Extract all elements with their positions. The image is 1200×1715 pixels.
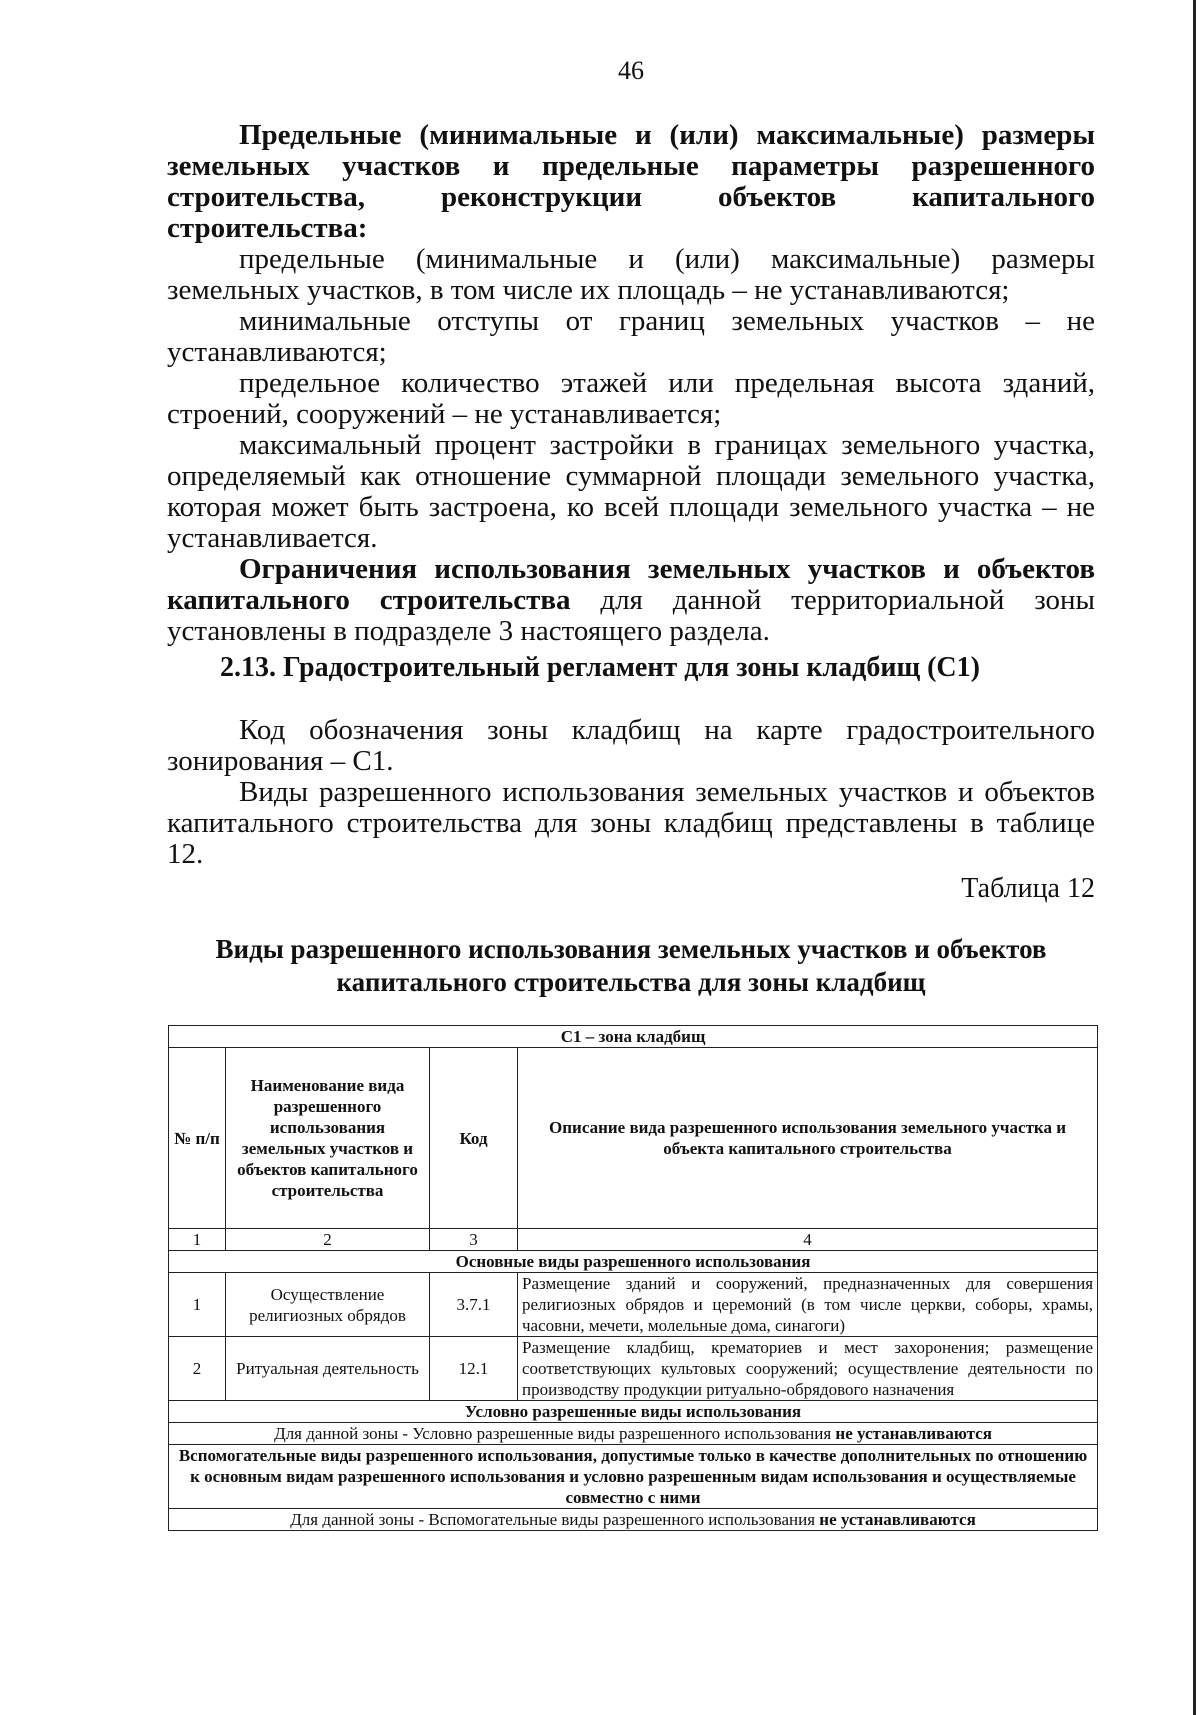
conditional-uses-note xyxy=(169,1423,1098,1445)
page-number: 46 xyxy=(618,56,644,85)
limits-paragraph: максимальный процент застройки в границах земельного участка, определяемый как отношение суммарной площади земельного участка, которая может быть застроена, ко всей площади земельного участка – не устанавливается. xyxy=(167,429,1095,554)
section-row xyxy=(169,1251,1098,1273)
conditional-uses-section: Условно разрешенные виды использования xyxy=(169,1401,1098,1423)
header-description: Описание вида разрешенного использования земельного участка и объекта капитального строительства xyxy=(518,1048,1098,1229)
table-title-line: капитального строительства для зоны кладбищ xyxy=(336,967,926,997)
note-bold-text: не устанавливаются xyxy=(819,1510,976,1529)
row-code: 3.7.1 xyxy=(430,1273,518,1337)
section-title: 2.13. Градостроительный регламент для зоны кладбищ (С1) xyxy=(220,652,980,683)
restrictions-bold-text: Ограничения использования земельных участков и объектов капитального строительства xyxy=(167,553,1095,616)
row-description: Размещение зданий и сооружений, предназначенных для совершения религиозных обрядов и церемоний (в том числе церкви, соборы, храмы, часовни, мечети, молельные дома, синагоги) xyxy=(518,1273,1098,1337)
row-description: Размещение кладбищ, крематориев и мест захоронения; размещение соответствующих культовых сооружений; осуществление деятельности по производству продукции ритуально-обрядового назначения xyxy=(518,1337,1098,1401)
limits-paragraph: минимальные отступы от границ земельных участков – не устанавливаются; xyxy=(167,305,1095,368)
note-text: Для данной зоны - Вспомогательные виды разрешенного использования xyxy=(290,1510,820,1529)
limits-paragraph: предельные (минимальные и (или) максимальные) размеры земельных участков, в том числе их площадь – не устанавливаются; xyxy=(167,243,1095,306)
limits-paragraph: предельное количество этажей или предельная высота зданий, строений, сооружений – не устанавливается; xyxy=(167,367,1095,430)
note-row xyxy=(169,1423,1098,1445)
main-uses-section: Основные виды разрешенного использования xyxy=(169,1251,1098,1273)
permitted-uses-table xyxy=(168,1025,1098,1531)
row-name: Ритуальная деятельность xyxy=(226,1337,430,1401)
section-row xyxy=(169,1401,1098,1423)
auxiliary-uses-section: Вспомогательные виды разрешенного использования, допустимые только в качестве дополнительных по отношению к основным видам разрешенного использования и условно разрешенным видам использования и осуществляемые совместно с ними xyxy=(169,1445,1098,1509)
header-code: Код xyxy=(430,1048,518,1229)
column-number: 3 xyxy=(430,1229,518,1251)
row-num: 2 xyxy=(169,1337,226,1401)
column-number: 1 xyxy=(169,1229,226,1251)
scan-edge-line xyxy=(1193,0,1196,1715)
header-name: Наименование вида разрешенного использования земельных участков и объектов капитального строительства xyxy=(226,1048,430,1229)
row-name: Осуществление религиозных обрядов xyxy=(226,1273,430,1337)
restrictions-paragraph xyxy=(167,554,1095,647)
row-num: 1 xyxy=(169,1273,226,1337)
zone-code-paragraph: Код обозначения зоны кладбищ на карте градостроительного зонирования – С1. xyxy=(167,714,1095,777)
column-number: 4 xyxy=(518,1229,1098,1251)
table-label: Таблица 12 xyxy=(961,873,1095,904)
note-row xyxy=(169,1509,1098,1531)
zone-header-row xyxy=(169,1026,1098,1048)
table-title-line: Виды разрешенного использования земельных участков и объектов xyxy=(215,934,1047,964)
note-bold-text: не устанавливаются xyxy=(835,1424,992,1443)
permitted-uses-paragraph: Виды разрешенного использования земельных участков и объектов капитального строительства для зоны кладбищ представлены в таблице 12. xyxy=(167,776,1095,870)
auxiliary-uses-note xyxy=(169,1509,1098,1531)
table-title xyxy=(0,933,1200,999)
column-number: 2 xyxy=(226,1229,430,1251)
column-number-row xyxy=(169,1229,1098,1251)
column-header-row xyxy=(169,1048,1098,1229)
limits-block xyxy=(167,120,1095,647)
table-row xyxy=(169,1337,1098,1401)
header-num: № п/п xyxy=(169,1048,226,1229)
section-block xyxy=(167,715,1095,870)
section-row xyxy=(169,1445,1098,1509)
row-code: 12.1 xyxy=(430,1337,518,1401)
zone-header-cell: С1 – зона кладбищ xyxy=(169,1026,1098,1048)
note-text: Для данной зоны - Условно разрешенные виды разрешенного использования xyxy=(274,1424,836,1443)
limits-heading: Предельные (минимальные и (или) максимальные) размеры земельных участков и предельные параметры разрешенного строительства, реконструкции объектов капитального строительства: xyxy=(167,119,1095,244)
table-row xyxy=(169,1273,1098,1337)
restrictions-text: для данной территориальной зоны установлены в подразделе 3 настоящего раздела. xyxy=(167,584,1095,647)
